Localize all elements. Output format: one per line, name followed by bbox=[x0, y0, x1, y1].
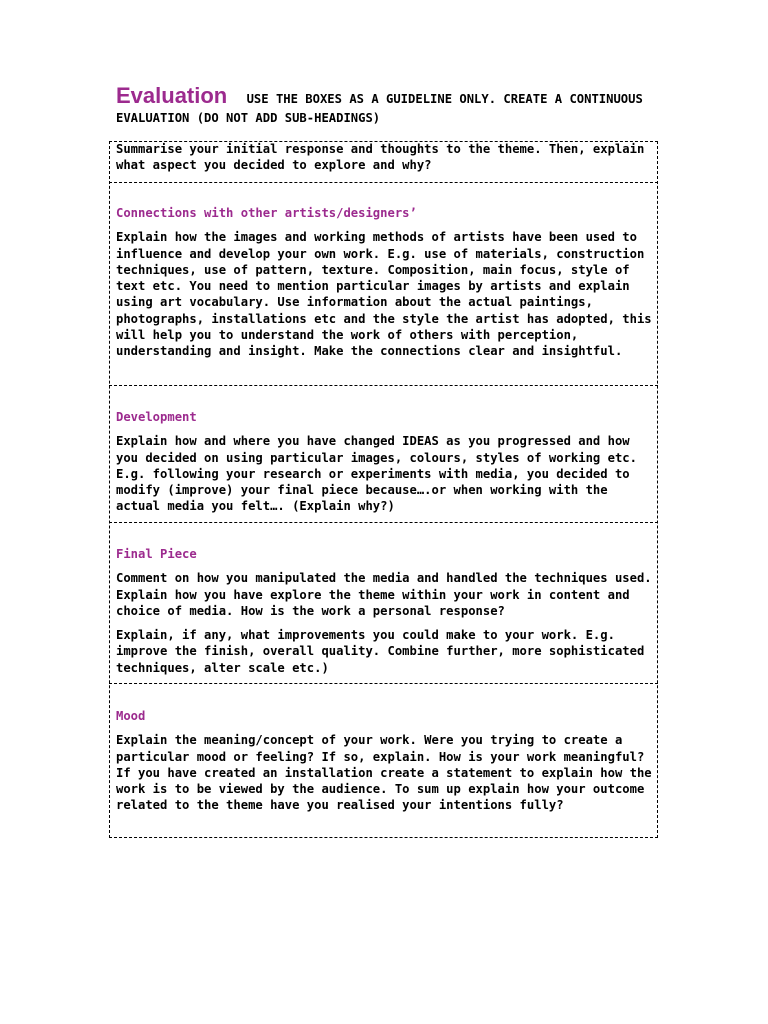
intro-section bbox=[116, 141, 652, 174]
section-paragraph: Explain how and where you have changed IDEAS as you progressed and how you decided on using particular images, colours, styles of working etc. E.g. following your research or experiments with media, you decided to modify (improve) your final piece because….or when working with the actual media you felt…. (Explain why?) bbox=[116, 434, 637, 514]
instruction-text: USE THE BOXES AS A GUIDELINE ONLY. CREATE A CONTINUOUS EVALUATION (DO NOT ADD SUB-HEADINGS) bbox=[116, 92, 643, 125]
page-header bbox=[116, 83, 661, 128]
section-heading: Connections with other artists/designers’ bbox=[116, 206, 417, 220]
section-paragraph: Comment on how you manipulated the media and handled the techniques used. Explain how you have explore the theme within your work in content and choice of media. How is the work a personal response? bbox=[116, 571, 652, 618]
section-heading: Final Piece bbox=[116, 547, 197, 561]
intro-text: Summarise your initial response and thoughts to the theme. Then, explain what aspect you decided to explore and why? bbox=[116, 142, 645, 173]
section-heading: Development bbox=[116, 410, 197, 424]
section-paragraph: Explain, if any, what improvements you could make to your work. E.g. improve the finish, overall quality. Combine further, more sophisticated techniques, alter scale etc.) bbox=[116, 628, 645, 675]
box-bottom-border bbox=[109, 837, 658, 838]
section-paragraph: Explain the meaning/concept of your work. Were you trying to create a particular mood or feeling? If so, explain. How is your work meaningful? If you have created an installation create a statement to explain how the work is to be viewed by the audience. To sum up explain how your outcome related to the theme have you realised your intentions fully? bbox=[116, 733, 652, 813]
box-divider bbox=[109, 182, 658, 183]
section-final-piece bbox=[116, 546, 652, 676]
section-connections bbox=[116, 205, 652, 360]
section-heading: Mood bbox=[116, 709, 146, 723]
box-divider bbox=[109, 683, 658, 684]
section-development bbox=[116, 409, 652, 515]
section-paragraph: Explain how the images and working methods of artists have been used to influence and develop your own work. E.g. use of materials, construction techniques, use of pattern, texture. Composition, main focus, style of text etc. You need to mention particular images by artists and explain using art vocabulary. Use information about the actual paintings, photographs, installations etc and the style the artist has adopted, this will help you to understand the work of others with perception, understanding and insight. Make the connections clear and insightful. bbox=[116, 230, 652, 359]
box-divider bbox=[109, 522, 658, 523]
section-mood bbox=[116, 708, 652, 814]
page-title: Evaluation bbox=[116, 83, 228, 108]
box-divider bbox=[109, 385, 658, 386]
